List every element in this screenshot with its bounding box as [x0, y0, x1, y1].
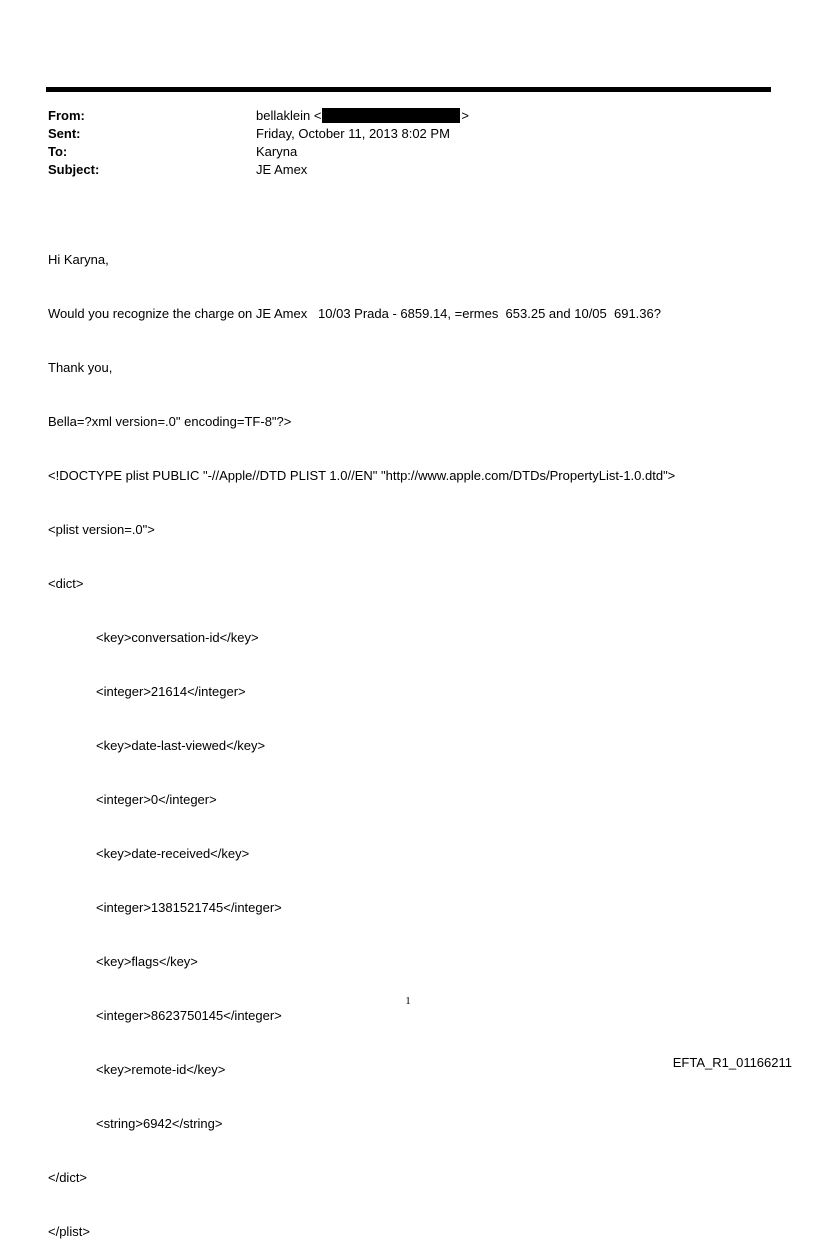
body-line: <dict>: [48, 576, 84, 591]
from-label: From:: [48, 108, 85, 123]
subject-label: Subject:: [48, 162, 100, 177]
from-value: [256, 107, 469, 125]
header-divider: [46, 87, 771, 92]
body-line: Hi Karyna,: [48, 252, 109, 267]
body-line: <!DOCTYPE plist PUBLIC "-//Apple//DTD PLIST 1.0//EN" "http://www.apple.com/DTDs/PropertyList-1.0.dtd">: [48, 468, 676, 483]
sent-value: Friday, October 11, 2013 8:02 PM: [256, 126, 450, 141]
body-line: <key>date-last-viewed</key>: [96, 738, 266, 753]
body-line: <key>remote-id</key>: [96, 1062, 226, 1077]
body-line: Thank you,: [48, 360, 113, 375]
body-line: <plist version=.0">: [48, 522, 155, 537]
body-line: Would you recognize the charge on JE Amex 10/03 Prada - 6859.14, =ermes 653.25 and 10/05 691.36?: [48, 306, 661, 321]
email-body: [48, 215, 788, 1259]
body-line: <key>conversation-id</key>: [96, 630, 259, 645]
page-number: 1: [405, 995, 411, 1007]
from-sender-name: bellaklein <: [256, 108, 322, 123]
to-label: To:: [48, 144, 68, 159]
body-line: </dict>: [48, 1170, 88, 1185]
body-line: </plist>: [48, 1224, 90, 1239]
body-line: <string>6942</string>: [96, 1116, 223, 1131]
body-line: <integer>8623750145</integer>: [96, 1008, 282, 1023]
body-line: <integer>0</integer>: [96, 792, 217, 807]
body-line: <integer>1381521745</integer>: [96, 900, 282, 915]
body-line: <key>flags</key>: [96, 954, 198, 969]
subject-value: JE Amex: [256, 162, 308, 177]
sent-label: Sent:: [48, 126, 81, 141]
redaction-bar: [322, 108, 460, 123]
to-value: Karyna: [256, 144, 298, 159]
body-line: <integer>21614</integer>: [96, 684, 246, 699]
bates-number: EFTA_R1_01166211: [672, 1055, 792, 1070]
body-line: <key>date-received</key>: [96, 846, 250, 861]
from-email-close: >: [461, 108, 469, 123]
body-line: Bella=?xml version=.0" encoding=TF-8"?>: [48, 414, 292, 429]
